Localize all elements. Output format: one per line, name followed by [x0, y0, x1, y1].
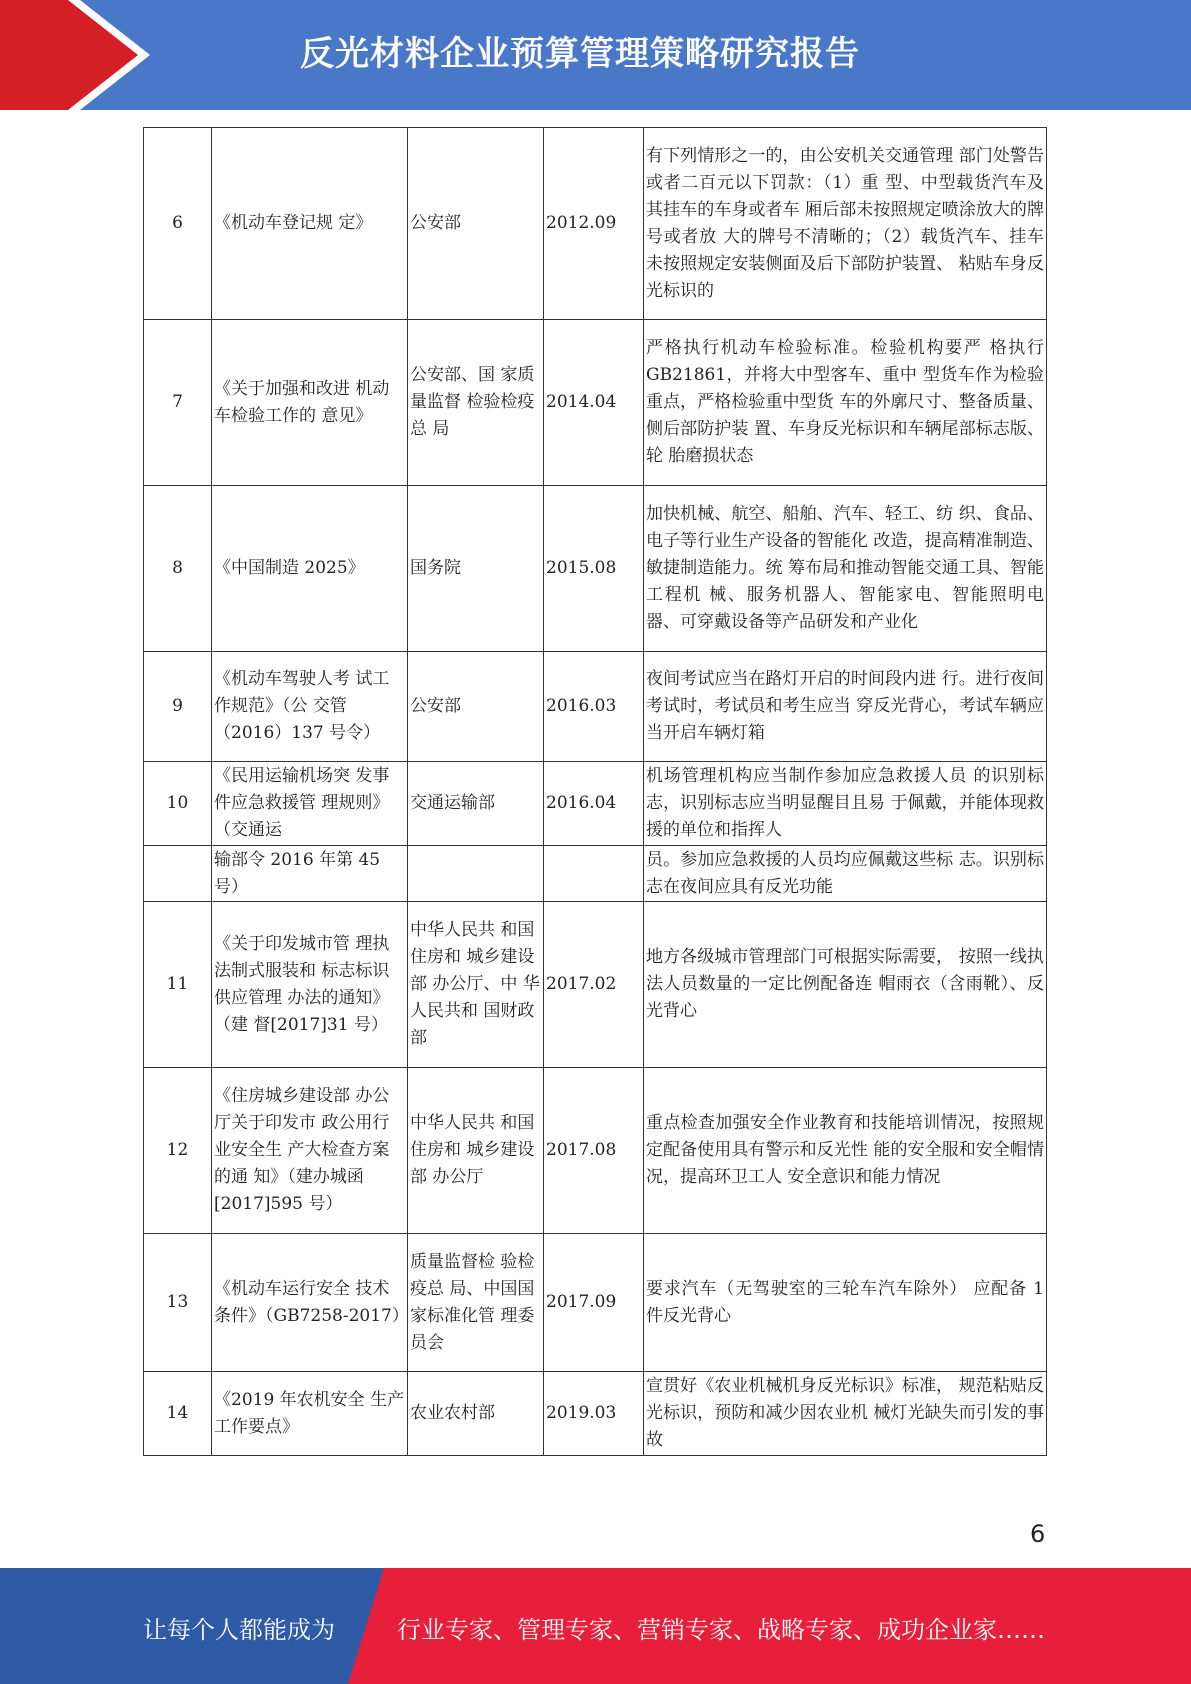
cell-department: 质量监督检 验检疫总 局、中国国 家标准化管 理委员会	[408, 1234, 544, 1372]
cell-document-name: 《民用运输机场突 发事件应急救援管 理规则》（交通运	[212, 762, 408, 846]
cell-department: 公安部、国 家质量监督 检验检疫总 局	[408, 320, 544, 486]
footer-slogan-right: 行业专家、管理专家、营销专家、战略专家、成功企业家……	[397, 1616, 1045, 1644]
cell-number	[144, 846, 212, 902]
table-row	[144, 320, 1047, 486]
report-title: 反光材料企业预算管理策略研究报告	[300, 34, 860, 74]
cell-content: 严格执行机动车检验标准。检验机构要严 格执行 GB21861，并将大中型客车、重中 型货车作为检验重点，严格检验重中型货 车的外廓尺寸、整备质量、侧后部防护装 置、车身反光标识和车辆尾部标志版、轮 胎磨损状态	[644, 320, 1047, 486]
cell-date: 2017.09	[544, 1234, 644, 1372]
cell-content: 地方各级城市管理部门可根据实际需要， 按照一线执法人员数量的一定比例配备连 帽雨衣（含雨靴）、反光背心	[644, 902, 1047, 1068]
table-row	[144, 652, 1047, 762]
page-number: 6	[1030, 1520, 1046, 1548]
table-row	[144, 1068, 1047, 1234]
page-footer	[0, 1568, 1191, 1684]
cell-date: 2012.09	[544, 128, 644, 320]
cell-date: 2017.08	[544, 1068, 644, 1234]
cell-content: 夜间考试应当在路灯开启的时间段内进 行。进行夜间考试时，考试员和考生应当 穿反光背心，考试车辆应当开启车辆灯箱	[644, 652, 1047, 762]
cell-content: 重点检查加强安全作业教育和技能培训情况，按照规定配备使用具有警示和反光性 能的安全服和安全帽情况，提高环卫工人 安全意识和能力情况	[644, 1068, 1047, 1234]
table-row	[144, 486, 1047, 652]
cell-document-name: 《2019 年农机安全 生产工作要点》	[212, 1372, 408, 1456]
cell-department	[408, 846, 544, 902]
cell-department: 国务院	[408, 486, 544, 652]
cell-number: 8	[144, 486, 212, 652]
cell-content: 要求汽车（无驾驶室的三轮车汽车除外） 应配备 1 件反光背心	[644, 1234, 1047, 1372]
header-chevron-icon	[0, 0, 140, 110]
cell-date: 2014.04	[544, 320, 644, 486]
cell-document-name: 《关于印发城市管 理执法制式服装和 标志标识供应管理 办法的通知》（建 督[2017]31 号）	[212, 902, 408, 1068]
cell-document-name: 《中国制造 2025》	[212, 486, 408, 652]
table-row	[144, 846, 1047, 902]
page-header	[0, 0, 1191, 110]
cell-number: 10	[144, 762, 212, 846]
table-row	[144, 1234, 1047, 1372]
cell-department: 交通运输部	[408, 762, 544, 846]
cell-date: 2016.04	[544, 762, 644, 846]
cell-document-name: 《机动车登记规 定》	[212, 128, 408, 320]
cell-date: 2017.02	[544, 902, 644, 1068]
cell-date: 2016.03	[544, 652, 644, 762]
cell-content: 机场管理机构应当制作参加应急救援人员 的识别标志，识别标志应当明显醒目且易 于佩戴，并能体现救援的单位和指挥人	[644, 762, 1047, 846]
cell-document-name: 输部令 2016 年第 45 号）	[212, 846, 408, 902]
cell-department: 中华人民共 和国住房和 城乡建设部 办公厅、中 华人民共和 国财政部	[408, 902, 544, 1068]
cell-number: 13	[144, 1234, 212, 1372]
cell-content: 有下列情形之一的，由公安机关交通管理 部门处警告或者二百元以下罚款：（1）重 型、中型载货汽车及其挂车的车身或者车 厢后部未按照规定喷涂放大的牌号或者放 大的牌号不清晰的；（2）载货汽车、挂车 未按照规定安装侧面及后下部防护装置、 粘贴车身反光标识的	[644, 128, 1047, 320]
cell-number: 7	[144, 320, 212, 486]
table-row	[144, 902, 1047, 1068]
cell-number: 9	[144, 652, 212, 762]
cell-document-name: 《机动车驾驶人考 试工作规范》（公 交管（2016）137 号令）	[212, 652, 408, 762]
cell-document-name: 《住房城乡建设部 办公厅关于印发市 政公用行业安全生 产大检查方案的通 知》（建办城函 [2017]595 号）	[212, 1068, 408, 1234]
cell-department: 中华人民共 和国住房和 城乡建设部 办公厅	[408, 1068, 544, 1234]
cell-department: 公安部	[408, 652, 544, 762]
cell-content: 员。参加应急救援的人员均应佩戴这些标 志。识别标志在夜间应具有反光功能	[644, 846, 1047, 902]
cell-department: 农业农村部	[408, 1372, 544, 1456]
policy-table	[143, 127, 1047, 1456]
cell-date: 2019.03	[544, 1372, 644, 1456]
cell-document-name: 《关于加强和改进 机动车检验工作的 意见》	[212, 320, 408, 486]
table-row	[144, 128, 1047, 320]
cell-number: 11	[144, 902, 212, 1068]
table-row	[144, 762, 1047, 846]
cell-date: 2015.08	[544, 486, 644, 652]
cell-content: 宣贯好《农业机械机身反光标识》标准， 规范粘贴反光标识，预防和减少因农业机 械灯光缺失而引发的事故	[644, 1372, 1047, 1456]
cell-department: 公安部	[408, 128, 544, 320]
cell-number: 14	[144, 1372, 212, 1456]
cell-number: 12	[144, 1068, 212, 1234]
cell-number: 6	[144, 128, 212, 320]
footer-slogan-left: 让每个人都能成为	[143, 1616, 335, 1644]
cell-document-name: 《机动车运行安全 技术条件》（GB7258-2017）	[212, 1234, 408, 1372]
table-row	[144, 1372, 1047, 1456]
cell-content: 加快机械、航空、船舶、汽车、轻工、纺 织、食品、电子等行业生产设备的智能化 改造，提高精准制造、敏捷制造能力。统 筹布局和推动智能交通工具、智能工程机 械、服务机器人、智能家电、智能照明电 器、可穿戴设备等产品研发和产业化	[644, 486, 1047, 652]
cell-date	[544, 846, 644, 902]
